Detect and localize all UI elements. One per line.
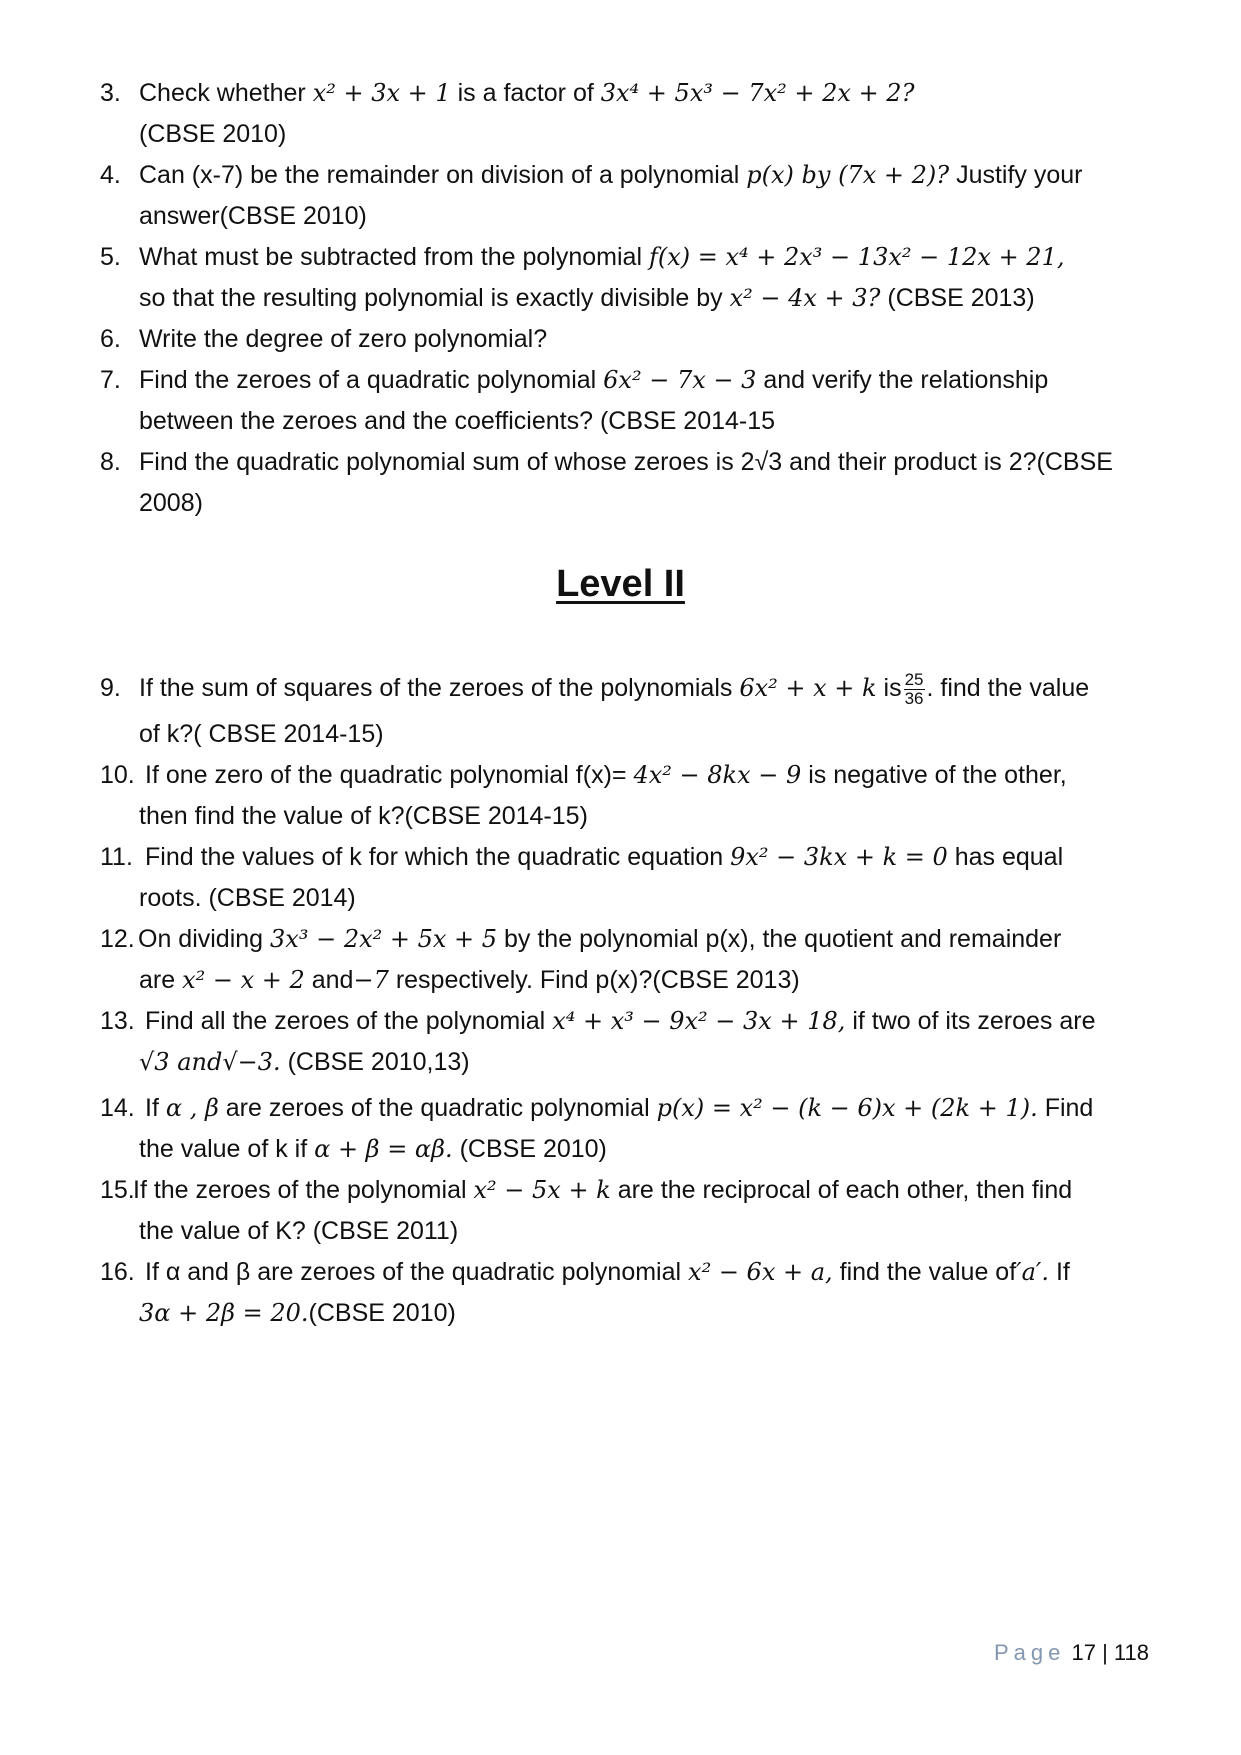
fraction — [904, 671, 925, 708]
section-heading: Level II — [556, 563, 685, 605]
question-source: (CBSE 2010) — [139, 120, 287, 148]
question-number: 6. — [100, 325, 121, 353]
math-expression: p(x) = x² − (k − 6)x + (2k + 1). — [656, 1094, 1038, 1122]
question-text: has equal — [954, 843, 1064, 871]
question-number: 5. — [100, 243, 121, 271]
math-expression: x² + 3x + 1 — [312, 79, 451, 107]
page-separator: | — [1102, 1640, 1108, 1665]
math-expression: √3 and√−3. — [139, 1048, 281, 1076]
question-text: are the reciprocal of each other, then find — [617, 1176, 1073, 1204]
page-footer — [994, 1640, 1149, 1666]
question-text: On dividing — [138, 925, 264, 953]
question-source: the value of K? (CBSE 2011) — [139, 1217, 459, 1245]
math-expression: x² − 6x + a, — [688, 1258, 833, 1286]
question-text: If — [145, 1094, 159, 1122]
question-text: If — [1055, 1258, 1070, 1286]
math-expression: 3x³ − 2x² + 5x + 5 — [270, 925, 498, 953]
question-text: What must be subtracted from the polynomial — [139, 243, 643, 271]
page-current: 17 — [1071, 1640, 1096, 1665]
question-number: 15. — [100, 1176, 135, 1204]
question-text: Find all the zeroes of the polynomial — [145, 1007, 546, 1035]
question-text: Find — [1044, 1094, 1094, 1122]
math-expression: α + β = αβ. — [314, 1135, 453, 1163]
question-text: Find the zeroes of a quadratic polynomial — [139, 366, 597, 394]
question-number: 13. — [100, 1007, 135, 1035]
question-text: and — [311, 966, 354, 994]
question-text: . find the value — [926, 674, 1090, 702]
question-text: by the polynomial p(x), the quotient and remainder — [504, 925, 1062, 953]
math-expression: 3α + 2β = 20. — [139, 1299, 309, 1327]
question-source: (CBSE 2010,13) — [287, 1048, 470, 1076]
question-number: 14. — [100, 1094, 135, 1122]
question-text: is — [883, 674, 902, 702]
question-text: is negative of the other, — [808, 761, 1067, 789]
question-text: are zeroes of the quadratic polynomial — [225, 1094, 650, 1122]
question-text: Write the degree of zero polynomial? — [139, 325, 548, 353]
question-source: 2008) — [139, 489, 203, 517]
question-text: if two of its zeroes are — [852, 1007, 1096, 1035]
math-expression: 6x² − 7x − 3 — [603, 366, 757, 394]
question-source: (CBSE 2010) — [308, 1299, 456, 1327]
question-text: Check whether — [139, 79, 306, 107]
question-source: (CBSE 2010) — [459, 1135, 607, 1163]
page-total: 118 — [1113, 1640, 1149, 1665]
question-number: 10. — [100, 761, 135, 789]
question-text: and verify the relationship — [763, 366, 1049, 394]
question-text: Justify your — [956, 161, 1083, 189]
math-expression: x² − 4x + 3? — [729, 284, 881, 312]
question-number: 7. — [100, 366, 121, 394]
math-expression: 6x² + x + k — [739, 674, 877, 702]
question-source: roots. (CBSE 2014) — [139, 884, 356, 912]
question-text: Find the values of k for which the quadratic equation — [145, 843, 724, 871]
question-number: 8. — [100, 448, 121, 476]
question-number: 9. — [100, 674, 121, 702]
math-expression: 4x² − 8kx − 9 — [633, 761, 802, 789]
question-text: If the sum of squares of the zeroes of the polynomials — [139, 674, 733, 702]
math-expression: p(x) by (7x + 2)? — [746, 161, 950, 189]
math-expression: −7 — [353, 966, 389, 994]
math-expression: x² − x + 2 — [182, 966, 305, 994]
question-text: find the value of — [839, 1258, 1017, 1286]
math-expression: 3x⁴ + 5x³ − 7x² + 2x + 2? — [600, 79, 915, 107]
question-text: If one zero of the quadratic polynomial f(x)= — [145, 761, 627, 789]
question-text: If α and β are zeroes of the quadratic polynomial — [145, 1258, 682, 1286]
question-source: between the zeroes and the coefficients? (CBSE 2014-15 — [139, 407, 776, 435]
question-text: Find the quadratic polynomial sum of whose zeroes is 2√3 and their product is 2?(CBSE — [139, 448, 1113, 476]
question-source: then find the value of k?(CBSE 2014-15) — [139, 802, 588, 830]
question-source: of k?( CBSE 2014-15) — [139, 720, 384, 748]
math-expression: α , β — [165, 1094, 219, 1122]
question-text: If the zeroes of the polynomial — [133, 1176, 467, 1204]
math-expression: x² − 5x + k — [473, 1176, 611, 1204]
math-expression: 9x² − 3kx + k = 0 — [730, 843, 948, 871]
question-number: 11. — [100, 843, 133, 871]
question-text: Can (x-7) be the remainder on division of a polynomial — [139, 161, 740, 189]
math-expression: x⁴ + x³ − 9x² − 3x + 18, — [552, 1007, 846, 1035]
question-number: 4. — [100, 161, 121, 189]
question-text: is a factor of — [457, 79, 594, 107]
question-source: answer(CBSE 2010) — [139, 202, 367, 230]
question-source: (CBSE 2013) — [887, 284, 1035, 312]
question-text: so that the resulting polynomial is exactly divisible by — [139, 284, 723, 312]
question-source: respectively. Find p(x)?(CBSE 2013) — [395, 966, 800, 994]
fraction-denominator: 36 — [904, 688, 924, 708]
math-expression: f(x) = x⁴ + 2x³ − 13x² − 12x + 21, — [648, 243, 1065, 271]
question-text: are — [139, 966, 176, 994]
question-number: 3. — [100, 79, 121, 107]
page-label: Page — [993, 1640, 1066, 1665]
math-expression: ′a′. — [1016, 1258, 1049, 1286]
question-number: 12. — [100, 925, 135, 953]
question-number: 16. — [100, 1258, 135, 1286]
question-text: the value of k if — [139, 1135, 308, 1163]
fraction-numerator: 25 — [904, 669, 924, 689]
